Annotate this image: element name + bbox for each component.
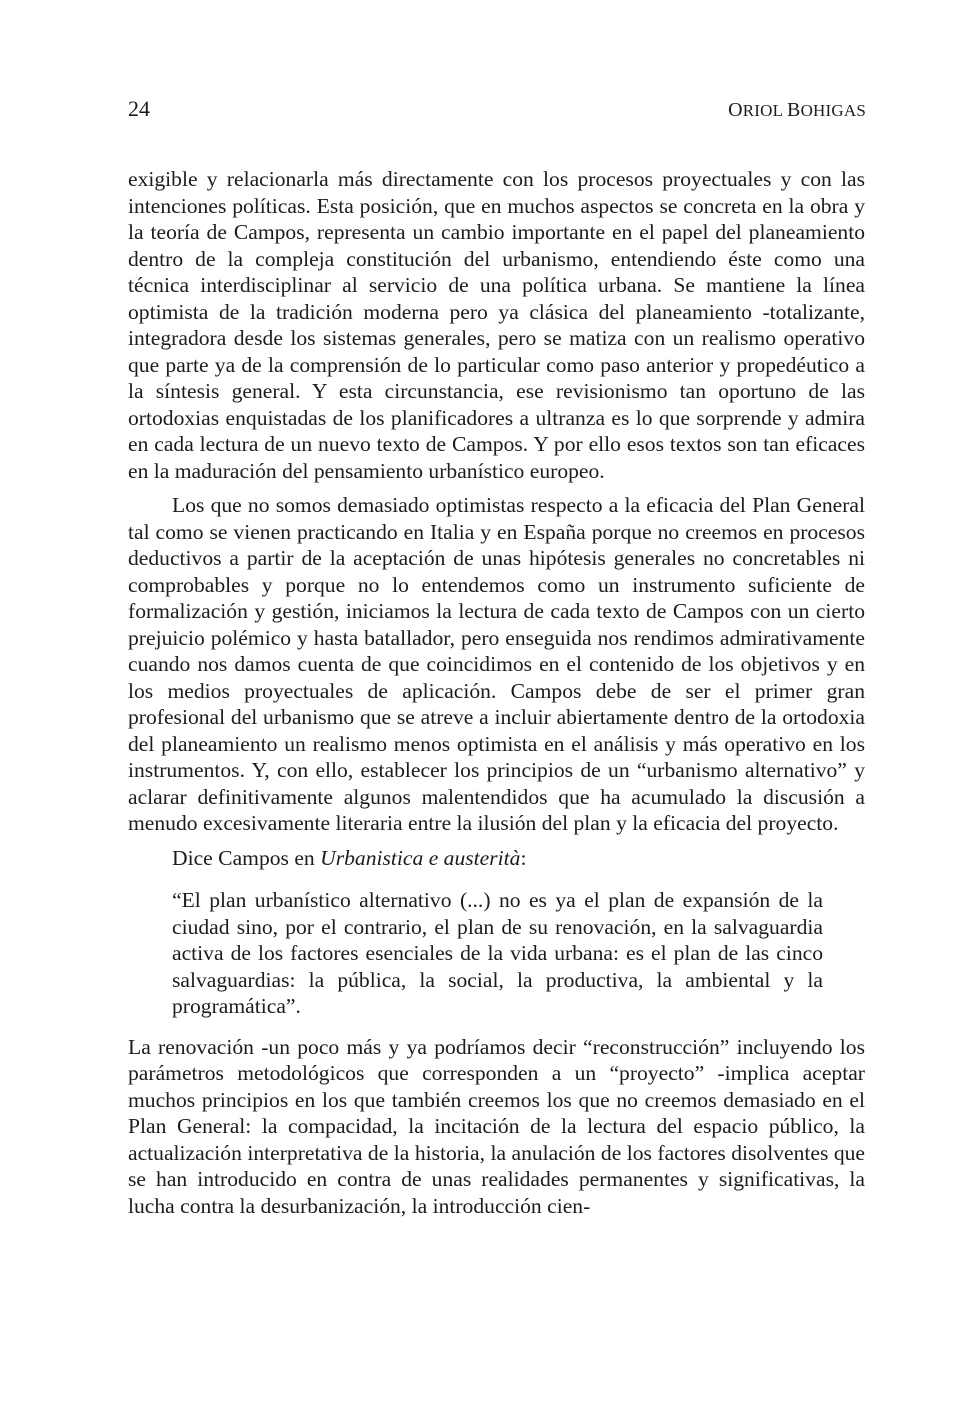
author-initial-last: B: [787, 99, 801, 121]
quote-intro-tail: :: [520, 845, 527, 870]
body-text: [128, 166, 865, 1219]
block-quote-text: “El plan urbanístico alternativo (...) no es ya el plan de expansión de la ciudad sino, por el contrario, el plan de su renovación, en la salvaguardia activa de los factores esenciales de la vida urbana: es el plan de las cinco salvaguardias: la pública, la social, la productiva, la ambiental y la programática”.: [172, 888, 823, 1018]
paragraph-4: La renovación -un poco más y ya podríamos decir “reconstrucción” incluyendo los parámetros metodológicos que corresponden a un “proyecto” -implica aceptar muchos principios en los que también creemos los que no creemos demasiado en el Plan General: la compacidad, la incitación de la lectura del espacio público, la actualización interpretativa de la historia, la anulación de los factores disolventes que se han introducido en contra de unas realidades permanentes y significativas, la lucha contra la desurbanización, la introducción cien-: [128, 1034, 865, 1218]
author-first-rest: RIOL: [742, 101, 783, 120]
author-last-rest: OHIGAS: [800, 101, 866, 120]
running-head-author: [728, 99, 866, 122]
quote-intro-lead: Dice Campos en: [172, 845, 321, 870]
paragraph-2: Los que no somos demasiado optimistas respecto a la eficacia del Plan General tal como se vienen practicando en Italia y en España porque no creemos en procesos deductivos a partir de la aceptación de unas hipótesis generales no concretables ni comprobables y porque no lo entendemos como un instrumento suficiente de formalización y gestión, iniciamos la lectura de cada texto de Campos con un cierto prejuicio polémico y hasta batallador, pero enseguida nos rendimos admirativamente cuando nos damos cuenta de que coincidimos en el contenido de los objetivos y en los medios proyectuales de aplicación. Campos debe de ser el primer gran profesional del urbanismo que se atreve a incluir abiertamente dentro de la ortodoxia del planeamiento un realismo menos optimista en el análisis y más operativo en los instrumentos. Y, con ello, establecer los principios de un “urbanismo alternativo” y aclarar definitivamente algunos malentendidos que ha acumulado la discusión a menudo excesivamente literaria entre la ilusión del plan y la eficacia del proyecto.: [128, 493, 865, 835]
cited-work-title: Urbanistica e austerità: [320, 845, 521, 870]
author-initial-first: O: [728, 99, 743, 121]
paragraph-1: exigible y relacionarla más directamente con los procesos proyectuales y con las intenciones políticas. Esta posición, que en muchos aspectos se concreta en la obra y la teoría de Campos, representa un cambio importante en el papel del planeamiento dentro de la compleja constitución del urbanismo, entendiendo éste como una técnica interdisciplinar al servicio de una política urbana. Se mantiene la línea optimista de la tradición moderna pero ya clásica del planeamiento -totalizante, integradora desde los sistemas generales, pero se matiza con un realismo operativo que parte ya de la comprensión de lo particular como paso anterior y propedéutico a la síntesis general. Y esta circunstancia, ese revisionismo tan oportuno de las ortodoxias enquistadas de los planificadores a ultranza es lo que sorprende y admira en cada lectura de un nuevo texto de Campos. Y por ello esos textos son tan eficaces en la maduración del pensamiento urbanístico europeo.: [128, 167, 865, 483]
quote-intro: [128, 845, 865, 872]
page-number: 24: [128, 96, 150, 121]
block-quote: [172, 887, 823, 1020]
